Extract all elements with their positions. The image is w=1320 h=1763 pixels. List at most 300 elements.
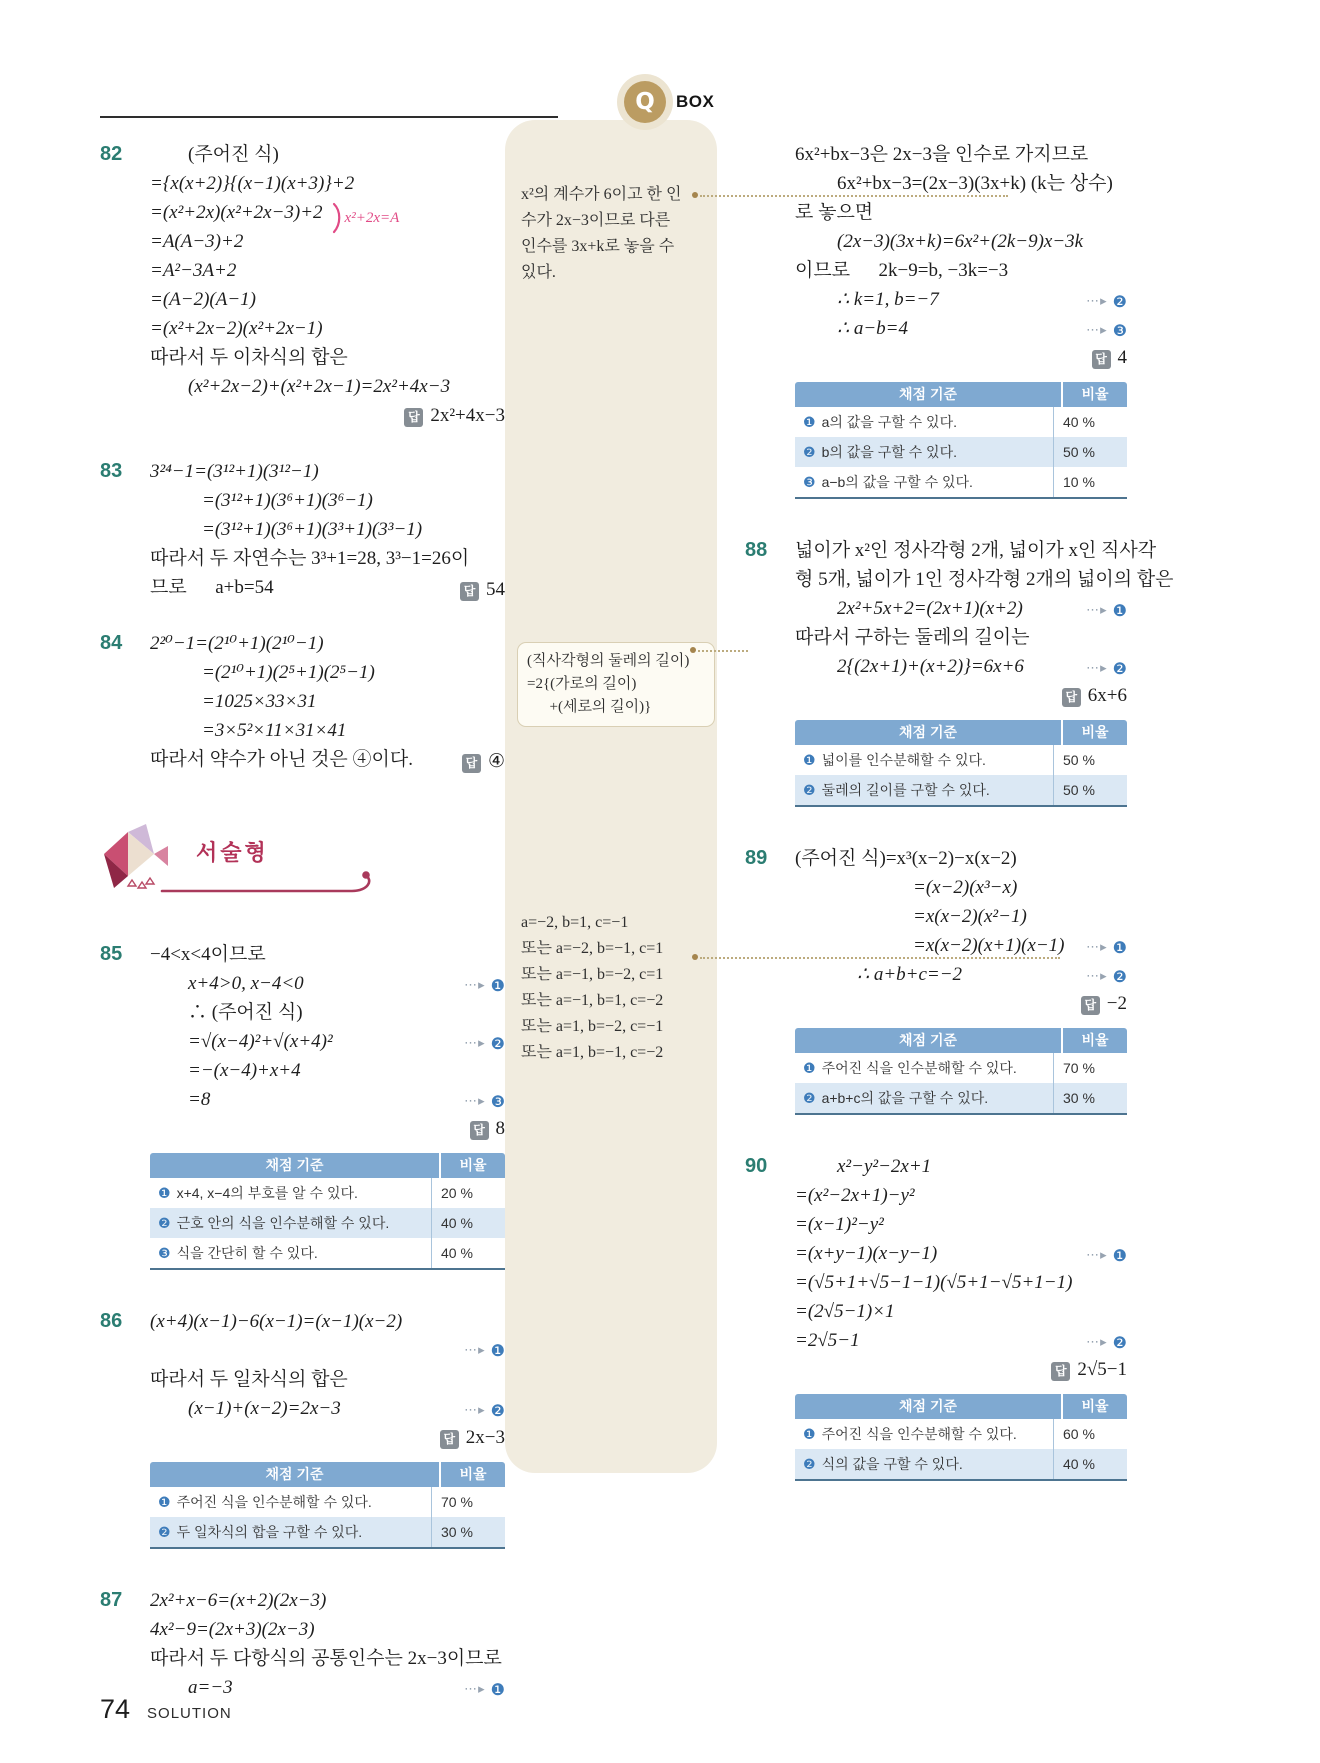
rubric-header-ratio: 비율 (1063, 1028, 1127, 1053)
answer (462, 1114, 506, 1143)
rubric-criteria-cell (150, 1487, 431, 1517)
answer-badge: 답 (470, 1121, 489, 1140)
problem-number: 84 (100, 632, 123, 654)
line-text: ={x(x+2)}{(x−1)(x+3)}+2 (150, 173, 355, 194)
line-text: ∴ a−b=4 (837, 318, 908, 339)
problem-number: 89 (745, 847, 768, 869)
answer-badge: 답 (1062, 688, 1081, 707)
answer (1043, 1355, 1127, 1384)
solution-line (150, 1615, 505, 1644)
solution-line (795, 873, 1127, 902)
solution-line (150, 1644, 505, 1673)
qbox-note-line: (직사각형의 둘레의 길이) (527, 653, 690, 669)
answer (452, 575, 505, 604)
rubric-criteria-cell (795, 745, 1053, 775)
solution-line (150, 969, 505, 998)
rubric-criteria-text: 주어진 식을 인수분해할 수 있다. (176, 1494, 372, 1510)
answer (432, 1423, 505, 1452)
solution-line (150, 457, 505, 486)
answer-badge: 답 (1092, 350, 1111, 369)
ellipsis-arrow-icon: ⋯▸ (464, 1036, 486, 1051)
solution-line (150, 1586, 505, 1615)
leader-line (700, 195, 1008, 197)
solution-line (150, 1027, 505, 1056)
solution-line (150, 227, 505, 256)
line-text: 따라서 두 자연수는 3³+1=28, 3³−1=26이 (150, 548, 470, 569)
rubric-step-icon: ❷ (803, 1091, 816, 1107)
rubric-row (795, 1053, 1127, 1083)
solution-line (795, 343, 1127, 372)
right-column (745, 140, 1174, 1518)
rubric-ratio-value: 40 % (1053, 407, 1127, 437)
solution-line (150, 573, 505, 602)
step-marker (1078, 654, 1127, 683)
answer-text: 54 (486, 579, 505, 600)
line-text: =(2¹⁰+1)(2⁵+1)(2⁵−1) (202, 662, 375, 683)
rubric-step-icon: ❶ (803, 753, 816, 769)
rubric-header-ratio: 비율 (1063, 720, 1127, 745)
rubric-criteria-text: 식의 값을 구할 수 있다. (821, 1456, 963, 1472)
answer-text: 2√5−1 (1077, 1359, 1127, 1380)
solution-line (150, 629, 505, 658)
problem-block (745, 536, 1174, 817)
line-text: =√(x−4)²+√(x+4)² (188, 1031, 333, 1052)
answer-text: 6x+6 (1087, 685, 1127, 706)
rubric-row (150, 1517, 505, 1547)
solution-line (795, 565, 1174, 594)
solution-line (795, 844, 1127, 873)
line-text: =1025×33×31 (202, 691, 317, 712)
rubric-criteria-text: a+b+c의 값을 구할 수 있다. (821, 1090, 989, 1106)
rubric-criteria-cell (150, 1178, 431, 1208)
problem-body (795, 844, 1127, 1125)
rubric-step-icon: ❶ (803, 1427, 816, 1443)
rubric-step-icon: ❸ (803, 475, 816, 491)
rubric-criteria-cell (795, 437, 1053, 467)
footer (100, 1694, 232, 1725)
rubric-table (150, 1462, 505, 1549)
solution-line (150, 1423, 505, 1452)
step-number-icon: ❶ (490, 1680, 505, 1699)
solution-line (150, 544, 505, 573)
line-text: =A²−3A+2 (150, 260, 237, 281)
rubric-header-criteria: 채점 기준 (795, 720, 1061, 745)
solution-line (150, 998, 505, 1027)
line-text: 2x²+5x+2=(2x+1)(x+2) (837, 598, 1023, 619)
problem-block (100, 1586, 505, 1702)
line-text: (x²+2x−2)+(x²+2x−1)=2x²+4x−3 (188, 376, 451, 397)
solution-line (150, 198, 505, 227)
rubric-table (795, 1028, 1127, 1115)
ellipsis-arrow-icon: ⋯▸ (1086, 603, 1108, 618)
rubric-step-icon: ❶ (803, 415, 816, 431)
step-number-icon: ❸ (1112, 321, 1127, 340)
qbox-note-line: 수가 2x−3이므로 다른 (521, 212, 671, 229)
qbox-note-line: 인수를 3x+k로 놓을 수 (521, 238, 675, 255)
solution-line (795, 960, 1127, 989)
step-number-icon: ❷ (1112, 967, 1127, 986)
solution-line (150, 401, 505, 430)
line-text: 형 5개, 넓이가 1인 정사각형 2개의 넓이의 합은 (795, 569, 1174, 590)
solution-line (795, 1355, 1127, 1384)
solution-line (795, 652, 1127, 681)
rubric-header (795, 720, 1127, 745)
problem-body (150, 1586, 505, 1702)
qbox-note-line: 또는 a=1, b=−1, c=−2 (521, 1044, 664, 1061)
step-marker (1078, 933, 1127, 962)
line-text: =(x²+2x−2)(x²+2x−1) (150, 318, 323, 339)
solution-line (795, 285, 1127, 314)
problem-number: 85 (100, 943, 123, 965)
ellipsis-arrow-icon: ⋯▸ (1086, 1248, 1108, 1263)
line-text: 6x²+bx−3=(2x−3)(3x+k) (k는 상수) (837, 173, 1113, 194)
answer (1054, 681, 1127, 710)
qbox-note-line: +(세로의 길이)} (527, 699, 652, 715)
line-text: =−(x−4)+x+4 (188, 1060, 301, 1081)
solution-line (795, 314, 1127, 343)
rubric-ratio-value: 10 % (1053, 467, 1127, 497)
line-text: =(2√5−1)×1 (795, 1301, 895, 1322)
qbox-note (517, 642, 715, 727)
line-text: (2x−3)(3x+k)=6x²+(2k−9)x−3k (837, 231, 1084, 252)
step-number-icon: ❷ (1112, 1333, 1127, 1352)
ellipsis-arrow-icon: ⋯▸ (1086, 323, 1108, 338)
qbox-note (521, 182, 709, 286)
problem-number: 87 (100, 1589, 123, 1611)
solution-line (795, 1152, 1127, 1181)
step-marker (1078, 316, 1127, 345)
rubric-step-icon: ❷ (803, 445, 816, 461)
step-number-icon: ❷ (1112, 292, 1127, 311)
qbox-panel (505, 120, 717, 1473)
q-badge-letter: Q (635, 89, 655, 115)
answer-badge: 답 (1081, 996, 1100, 1015)
rubric-header-ratio: 비율 (1063, 382, 1127, 407)
solution-line (795, 169, 1127, 198)
ellipsis-arrow-icon: ⋯▸ (464, 1682, 486, 1697)
rubric-ratio-value: 40 % (431, 1238, 505, 1268)
ellipsis-arrow-icon: ⋯▸ (464, 1403, 486, 1418)
qbox-note-line: 있다. (521, 264, 556, 281)
rubric-step-icon: ❶ (158, 1495, 171, 1511)
rubric-table (795, 720, 1127, 807)
answer (396, 401, 505, 430)
problem-number: 82 (100, 143, 123, 165)
rubric-header (150, 1462, 505, 1487)
step-number-icon: ❶ (1112, 1246, 1127, 1265)
rubric-header-criteria: 채점 기준 (795, 1028, 1061, 1053)
rubric-ratio-value: 30 % (1053, 1083, 1127, 1113)
rubric-header-criteria: 채점 기준 (150, 1462, 439, 1487)
line-text: x²−y²−2x+1 (837, 1156, 932, 1177)
problem-body (150, 140, 505, 430)
answer (454, 747, 505, 776)
line-text: 2x²+x−6=(x+2)(2x−3) (150, 1590, 327, 1611)
problem-number: 90 (745, 1155, 768, 1177)
ellipsis-arrow-icon: ⋯▸ (1086, 940, 1108, 955)
answer-badge: 답 (440, 1430, 459, 1449)
rubric-step-icon: ❷ (158, 1525, 171, 1541)
leader-line (698, 650, 748, 652)
line-text: =(3¹²+1)(3⁶+1)(3⁶−1) (202, 490, 373, 511)
step-marker (456, 1336, 505, 1365)
line-text: ∴ (주어진 식) (188, 1002, 303, 1023)
rubric-row (795, 745, 1127, 775)
problem-block (100, 940, 505, 1280)
line-text: (주어진 식)=x³(x−2)−x(x−2) (795, 848, 1017, 869)
rubric-step-icon: ❶ (803, 1061, 816, 1077)
rubric-criteria-text: 주어진 식을 인수분해할 수 있다. (821, 1426, 1017, 1442)
line-text: 3²⁴−1=(3¹²+1)(3¹²−1) (150, 461, 319, 482)
rubric-ratio-value: 60 % (1053, 1419, 1127, 1449)
left-problems-top (100, 140, 505, 774)
rubric-ratio-value: 70 % (431, 1487, 505, 1517)
line-text: =(x−1)²−y² (795, 1214, 884, 1235)
rubric-header (150, 1153, 505, 1178)
leader-line (700, 957, 1060, 959)
section-swoosh-icon (160, 870, 392, 898)
solution-line (795, 256, 1127, 285)
rubric-row (795, 407, 1127, 437)
solution-line (150, 1365, 505, 1394)
problem-body (150, 1307, 505, 1559)
answer-text: ④ (487, 751, 505, 772)
line-text: 4x²−9=(2x+3)(2x−3) (150, 1619, 315, 1640)
solution-line (150, 940, 505, 969)
ellipsis-arrow-icon: ⋯▸ (464, 978, 486, 993)
qbox-note (521, 910, 709, 1066)
answer-text: −2 (1106, 993, 1127, 1014)
solution-line (150, 687, 505, 716)
leader-dot-icon (692, 192, 698, 198)
rubric-row (795, 1083, 1127, 1113)
solution-line (150, 716, 505, 745)
solution-line (795, 1181, 1127, 1210)
rubric-ratio-value: 40 % (1053, 1449, 1127, 1479)
solution-line (795, 1210, 1127, 1239)
rubric-criteria-cell (795, 407, 1053, 437)
solution-line (795, 227, 1127, 256)
rubric-row (150, 1208, 505, 1238)
leader-dot-icon (690, 647, 696, 653)
step-number-icon: ❷ (490, 1401, 505, 1420)
q-badge-icon (624, 81, 666, 123)
line-text: (x−1)+(x−2)=2x−3 (188, 1398, 341, 1419)
rubric-criteria-text: x+4, x−4의 부호를 알 수 있다. (176, 1185, 358, 1201)
line-text: −4<x<4이므로 (150, 944, 266, 965)
rubric-header-criteria: 채점 기준 (795, 1394, 1061, 1419)
solution-line (150, 140, 505, 169)
line-text: 6x²+bx−3은 2x−3을 인수로 가지므로 (795, 144, 1089, 165)
answer (1084, 343, 1128, 372)
solution-line (795, 623, 1127, 652)
rubric-criteria-cell (795, 1449, 1053, 1479)
line-text: =(√5+1+√5−1−1)(√5+1−√5+1−1) (795, 1272, 1073, 1293)
solution-line (150, 1336, 505, 1365)
rubric-criteria-text: 둘레의 길이를 구할 수 있다. (821, 782, 990, 798)
left-column (100, 140, 505, 1729)
problem-number: 83 (100, 460, 123, 482)
rubric-criteria-cell (795, 1053, 1053, 1083)
solution-line (150, 343, 505, 372)
solution-line (150, 515, 505, 544)
line-text: 따라서 약수가 아닌 것은 ④이다. (150, 749, 413, 770)
problem-block (100, 629, 505, 774)
line-text: a=−3 (188, 1677, 233, 1698)
answer-text: 8 (495, 1118, 505, 1139)
rubric-criteria-cell (795, 775, 1053, 805)
rubric-criteria-cell (150, 1238, 431, 1268)
line-text: 넓이가 x²인 정사각형 2개, 넓이가 x인 직사각 (795, 540, 1157, 561)
solution-line (150, 745, 505, 774)
problem-number: 86 (100, 1310, 123, 1332)
step-number-icon: ❶ (490, 1341, 505, 1360)
line-text: =(x²−2x+1)−y² (795, 1185, 915, 1206)
solution-line (795, 681, 1127, 710)
rubric-step-icon: ❸ (158, 1246, 171, 1262)
rubric-header (795, 1394, 1127, 1419)
line-text: 따라서 두 다항식의 공통인수는 2x−3이므로 (150, 1648, 502, 1669)
rubric-ratio-value: 70 % (1053, 1053, 1127, 1083)
line-text: =A(A−3)+2 (150, 231, 244, 252)
solution-line (150, 658, 505, 687)
qbox-title: BOX (676, 92, 715, 111)
rubric-criteria-cell (795, 1083, 1053, 1113)
ellipsis-arrow-icon: ⋯▸ (1086, 294, 1108, 309)
rubric-criteria-cell (795, 467, 1053, 497)
line-text: =(x²+2x)(x²+2x−3)+2 (150, 202, 323, 223)
rubric-row (150, 1178, 505, 1208)
problem-block (100, 140, 505, 430)
answer-badge: 답 (404, 408, 423, 427)
solution-line (150, 256, 505, 285)
solution-line (795, 902, 1127, 931)
rubric-criteria-text: 근호 안의 식을 인수분해할 수 있다. (176, 1215, 390, 1231)
ellipsis-arrow-icon: ⋯▸ (464, 1094, 486, 1109)
step-marker (456, 1087, 505, 1116)
qbox-note-line: x²의 계수가 6이고 한 인 (521, 186, 682, 203)
line-text: =(A−2)(A−1) (150, 289, 256, 310)
step-marker (456, 971, 505, 1000)
line-text: =x(x−2)(x+1)(x−1) (913, 935, 1065, 956)
solution-line (795, 1326, 1127, 1355)
rubric-criteria-cell (150, 1517, 431, 1547)
line-text: =(x+y−1)(x−y−1) (795, 1243, 938, 1264)
rubric-header-ratio: 비율 (1063, 1394, 1127, 1419)
solution-line (795, 1268, 1127, 1297)
rubric-step-icon: ❷ (158, 1216, 171, 1232)
rubric-row (150, 1238, 505, 1268)
rubric-table (795, 382, 1127, 499)
step-marker (456, 1675, 505, 1704)
rubric-criteria-cell (795, 1419, 1053, 1449)
rubric-step-icon: ❶ (158, 1186, 171, 1202)
step-marker (1078, 962, 1127, 991)
left-problems-bottom (100, 940, 505, 1702)
line-text: (주어진 식) (188, 144, 279, 165)
qbox-note-line: 또는 a=−2, b=−1, c=1 (521, 940, 664, 957)
line-text: =(3¹²+1)(3⁶+1)(3³+1)(3³−1) (202, 519, 423, 540)
rubric-criteria-cell (150, 1208, 431, 1238)
section-header (100, 820, 505, 916)
rubric-ratio-value: 20 % (431, 1178, 505, 1208)
answer-badge: 답 (460, 582, 479, 601)
step-marker (1078, 596, 1127, 625)
solution-line (150, 169, 505, 198)
line-text: 2{(2x+1)+(x+2)}=6x+6 (837, 656, 1024, 677)
step-marker (456, 1396, 505, 1425)
qbox-note-line: a=−2, b=1, c=−1 (521, 914, 629, 931)
rubric-step-icon: ❷ (803, 783, 816, 799)
rubric-criteria-text: 넓이를 인수분해할 수 있다. (821, 752, 986, 768)
problem-body (150, 457, 505, 602)
rubric-ratio-value: 40 % (431, 1208, 505, 1238)
problem-body (150, 629, 505, 774)
line-text: 따라서 두 이차식의 합은 (150, 347, 348, 368)
rubric-ratio-value: 50 % (1053, 437, 1127, 467)
problem-body (795, 536, 1174, 817)
line-text: 로 놓으면 (795, 202, 874, 223)
rubric-header-criteria: 채점 기준 (795, 382, 1061, 407)
problem-block (745, 1152, 1127, 1491)
line-text: =8 (188, 1089, 211, 1110)
solution-line (150, 1394, 505, 1423)
problem-block (745, 844, 1127, 1125)
rubric-table (150, 1153, 505, 1270)
answer-badge: 답 (462, 754, 481, 773)
rubric-ratio-value: 50 % (1053, 745, 1127, 775)
solution-line (795, 536, 1157, 565)
rubric-header-ratio: 비율 (441, 1462, 505, 1487)
solution-line (150, 1307, 505, 1336)
ellipsis-arrow-icon: ⋯▸ (1086, 1335, 1108, 1350)
top-rule (100, 116, 558, 118)
margin-note (331, 202, 400, 234)
solution-line (795, 594, 1127, 623)
step-marker (1078, 1241, 1127, 1270)
answer-badge: 답 (1051, 1362, 1070, 1381)
step-number-icon: ❸ (490, 1092, 505, 1111)
rubric-header-criteria: 채점 기준 (150, 1153, 439, 1178)
rubric-criteria-text: a의 값을 구할 수 있다. (821, 414, 957, 430)
step-marker (1078, 1328, 1127, 1357)
line-text: ∴ k=1, b=−7 (837, 289, 939, 310)
step-number-icon: ❶ (1112, 938, 1127, 957)
line-text: 2²⁰−1=(2¹⁰+1)(2¹⁰−1) (150, 633, 324, 654)
step-number-icon: ❶ (1112, 601, 1127, 620)
line-text: 이므로 2k−9=b, −3k=−3 (795, 260, 1009, 281)
solution-line (795, 140, 1127, 169)
rubric-row (150, 1487, 505, 1517)
rubric-criteria-text: 두 일차식의 합을 구할 수 있다. (176, 1524, 363, 1540)
line-text: =(x−2)(x³−x) (913, 877, 1018, 898)
solution-line (150, 486, 505, 515)
solution-line (150, 314, 505, 343)
line-text: =x(x−2)(x²−1) (913, 906, 1027, 927)
solution-line (795, 1297, 1127, 1326)
margin-note-text: x²+2x=A (344, 209, 400, 226)
line-text: 따라서 두 일차식의 합은 (150, 1369, 348, 1390)
solution-line (150, 372, 505, 401)
line-text: 므로 a+b=54 (150, 577, 274, 598)
line-text: ∴ a+b+c=−2 (857, 964, 963, 985)
solution-line (150, 1114, 505, 1143)
page-label: SOLUTION (147, 1705, 232, 1722)
qbox-note-line: 또는 a=−1, b=1, c=−2 (521, 992, 664, 1009)
answer-text: 2x−3 (465, 1427, 505, 1448)
solution-line (150, 1056, 505, 1085)
problem-block (100, 1307, 505, 1559)
